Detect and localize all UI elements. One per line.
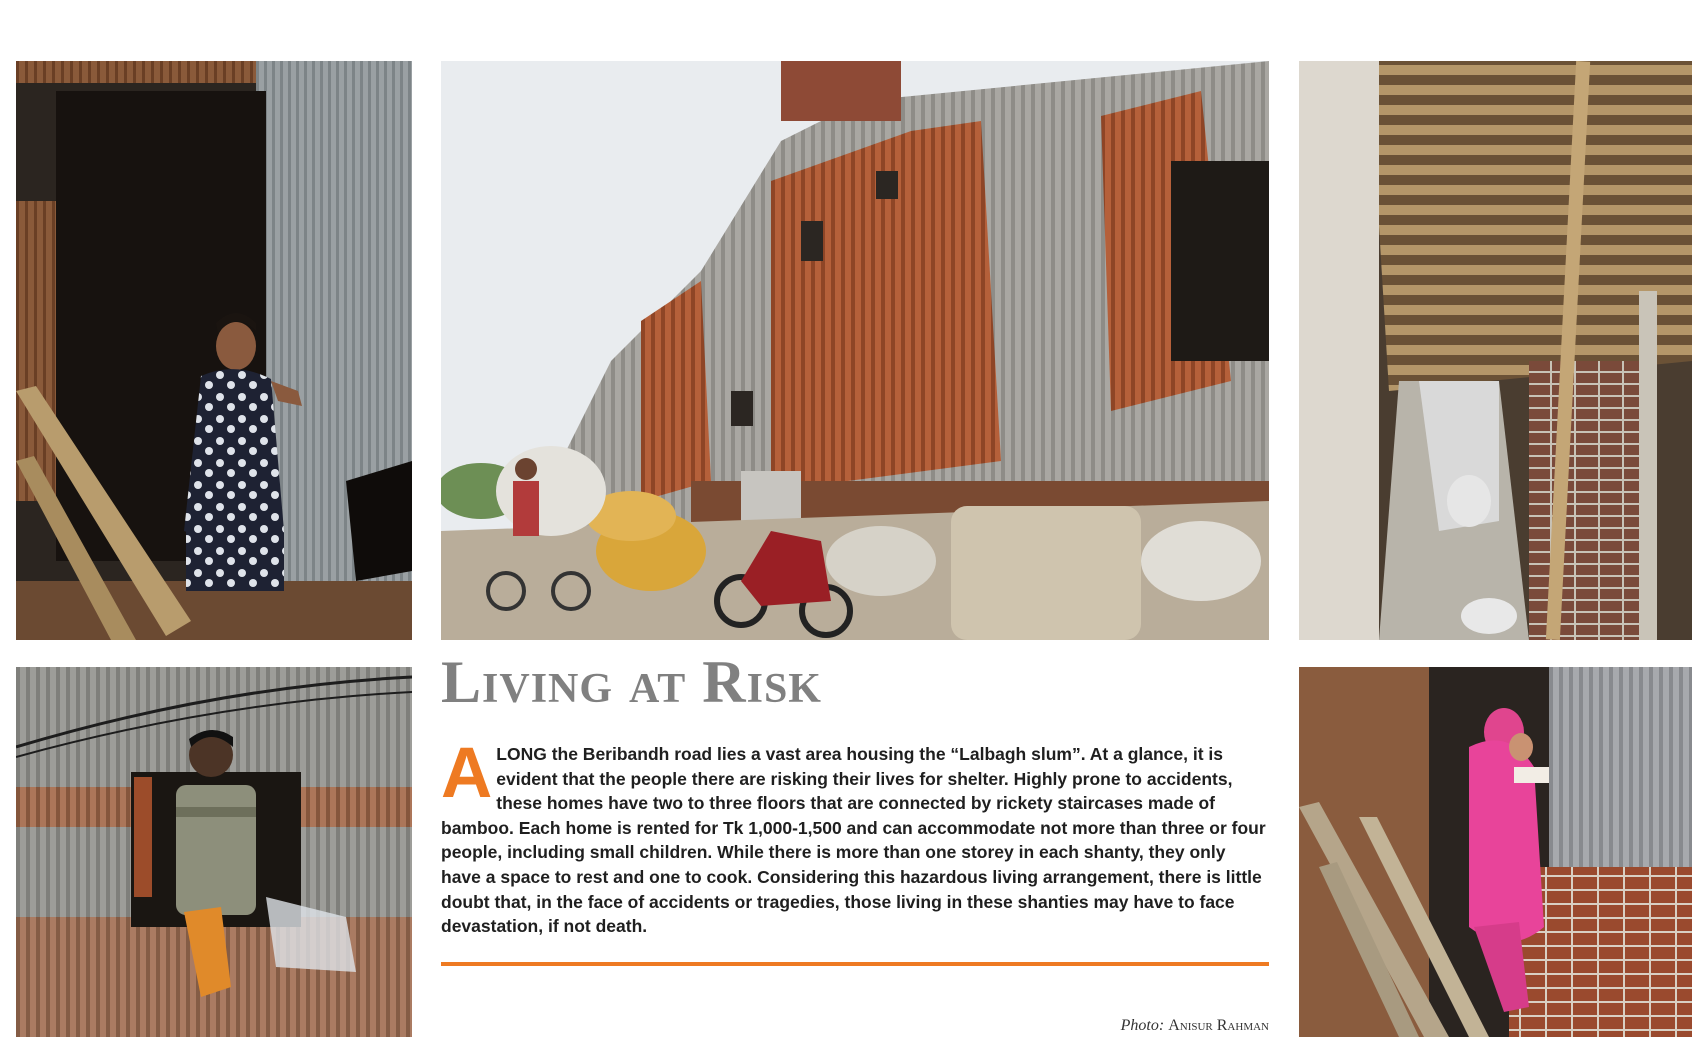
photo-credit: [1040, 1017, 1269, 1035]
page-title: Living at Risk: [441, 649, 822, 715]
article-text: LONG the Beribandh road lies a vast area housing the “Lalbagh slum”. At a glance, it is evident that the people there are risking their lives for shelter. Highly prone to accidents, these homes have two to three floors that are connected by rickety staircases made of bamboo. Each home is rented for Tk 1,000-1,500 and can accommodate not more than three or four people, including small children. While there is more than one storey in each shanty, they only have a space to rest and one to cook. Considering this hazardous living arrangement, there is little doubt that, in the face of accidents or tragedies, those living in these shanties may have to face devastation, if not death.: [441, 744, 1266, 937]
divider-rule: [441, 962, 1269, 966]
photo-woman-on-stairs: [1299, 667, 1692, 1037]
photo-street-view: [441, 61, 1269, 640]
article-body: [441, 734, 1269, 939]
photo-credit-prefix: Photo:: [1120, 1017, 1165, 1034]
drop-cap: A: [441, 734, 493, 813]
photo-boy-at-window: [16, 667, 412, 1037]
photo-girl-in-doorway: [16, 61, 412, 640]
photo-bamboo-alley: [1299, 61, 1692, 640]
photographer-name: Anisur Rahman: [1168, 1017, 1269, 1034]
